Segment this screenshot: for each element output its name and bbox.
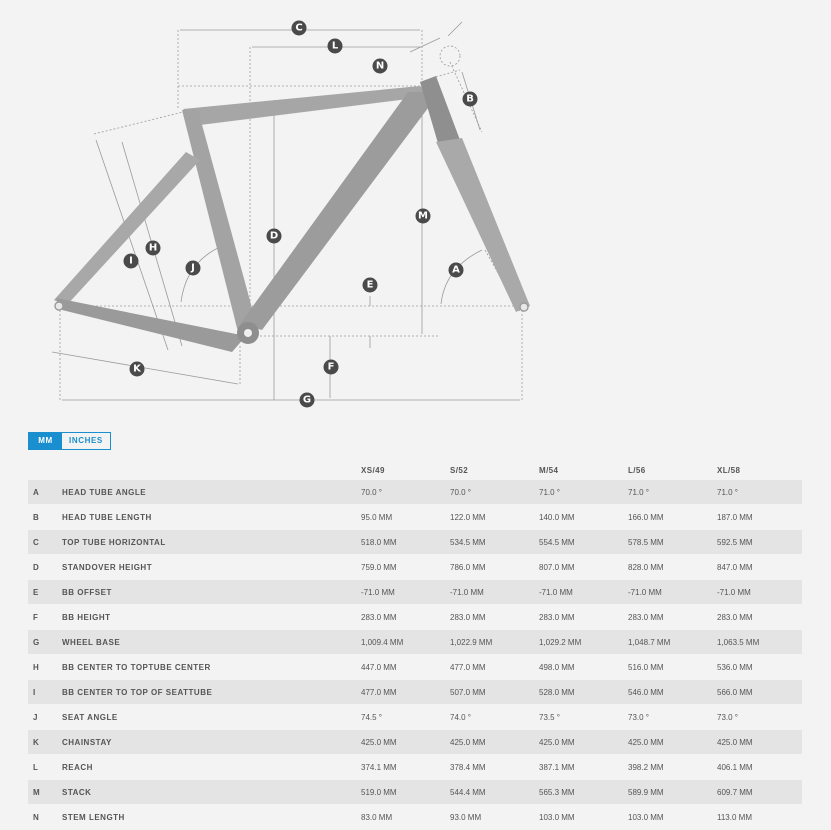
row-value: 70.0 ° [361, 487, 382, 497]
table-row [28, 730, 802, 755]
row-value: 73.0 ° [628, 712, 649, 722]
row-label: REACH [62, 762, 93, 772]
row-label: BB HEIGHT [62, 612, 111, 622]
row-value: -71.0 MM [717, 587, 751, 597]
row-value: 592.5 MM [717, 537, 753, 547]
row-value: 565.3 MM [539, 787, 575, 797]
row-value: 828.0 MM [628, 562, 664, 572]
markers [124, 21, 478, 408]
row-letter: B [33, 512, 39, 522]
row-value: 477.0 MM [450, 662, 486, 672]
row-label: STANDOVER HEIGHT [62, 562, 153, 572]
marker-b [463, 92, 478, 107]
table-row [28, 530, 802, 555]
row-value: 283.0 MM [450, 612, 486, 622]
row-letter: I [33, 687, 36, 697]
row-value: 759.0 MM [361, 562, 397, 572]
dimension-guides [52, 22, 522, 402]
row-value: 378.4 MM [450, 762, 486, 772]
row-letter: G [33, 637, 40, 647]
row-value: 406.1 MM [717, 762, 753, 772]
column-header: XL/58 [717, 465, 741, 475]
column-header: L/56 [628, 465, 646, 475]
column-header: XS/49 [361, 465, 385, 475]
table-row [28, 780, 802, 805]
row-value: 536.0 MM [717, 662, 753, 672]
row-label: HEAD TUBE ANGLE [62, 487, 147, 497]
header-blank [28, 460, 62, 480]
svg-text:N: N [375, 60, 385, 72]
svg-text:H: H [148, 242, 158, 254]
row-value: 447.0 MM [361, 662, 397, 672]
row-letter: M [33, 787, 40, 797]
row-value: 187.0 MM [717, 512, 753, 522]
svg-text:I: I [129, 255, 133, 267]
svg-text:J: J [191, 262, 195, 274]
row-value: 807.0 MM [539, 562, 575, 572]
row-label: SEAT ANGLE [62, 712, 118, 722]
table-row [28, 705, 802, 730]
row-value: 519.0 MM [361, 787, 397, 797]
row-value: 425.0 MM [628, 737, 664, 747]
row-label: BB CENTER TO TOPTUBE CENTER [62, 662, 211, 672]
column-header: M/54 [539, 465, 559, 475]
svg-text:A: A [452, 264, 460, 276]
header-blank [62, 460, 361, 480]
svg-text:B: B [466, 93, 474, 105]
row-value: 1,022.9 MM [450, 637, 493, 647]
marker-e [363, 278, 378, 293]
row-label: WHEEL BASE [62, 637, 121, 647]
table-row [28, 755, 802, 780]
row-label: TOP TUBE HORIZONTAL [62, 537, 166, 547]
marker-i [124, 254, 139, 269]
row-value: 398.2 MM [628, 762, 664, 772]
row-value: 74.5 ° [361, 712, 382, 722]
row-value: 283.0 MM [717, 612, 753, 622]
row-value: 786.0 MM [450, 562, 486, 572]
bike-frame [54, 76, 530, 352]
svg-text:D: D [269, 230, 279, 242]
table-header-row [28, 460, 802, 480]
marker-f [324, 360, 339, 375]
row-value: 103.0 MM [539, 812, 575, 822]
unit-toggle [28, 432, 111, 450]
row-value: 554.5 MM [539, 537, 575, 547]
row-value: 95.0 MM [361, 512, 393, 522]
row-value: -71.0 MM [450, 587, 484, 597]
row-value: 283.0 MM [628, 612, 664, 622]
row-value: 534.5 MM [450, 537, 486, 547]
row-value: -71.0 MM [628, 587, 662, 597]
row-letter: H [33, 662, 39, 672]
row-letter: F [33, 612, 38, 622]
marker-g [300, 393, 315, 408]
row-value: 1,063.5 MM [717, 637, 760, 647]
marker-a [449, 263, 464, 278]
row-value: 589.9 MM [628, 787, 664, 797]
row-value: 73.5 ° [539, 712, 560, 722]
table-row [28, 580, 802, 605]
row-value: 71.0 ° [628, 487, 649, 497]
table-row [28, 505, 802, 530]
marker-c [292, 21, 307, 36]
row-value: 71.0 ° [717, 487, 738, 497]
marker-d [267, 229, 282, 244]
table-row [28, 605, 802, 630]
table-row [28, 805, 802, 830]
table-row [28, 480, 802, 505]
row-letter: K [33, 737, 39, 747]
row-letter: E [33, 587, 39, 597]
marker-m [416, 209, 431, 224]
geometry-table [28, 460, 802, 830]
row-letter: J [33, 712, 38, 722]
marker-l [328, 39, 343, 54]
row-value: 528.0 MM [539, 687, 575, 697]
svg-text:M: M [418, 210, 428, 222]
row-value: 93.0 MM [450, 812, 482, 822]
row-value: 425.0 MM [717, 737, 753, 747]
svg-text:E: E [366, 279, 374, 291]
row-label: CHAINSTAY [62, 737, 112, 747]
table-row [28, 655, 802, 680]
row-value: 498.0 MM [539, 662, 575, 672]
marker-k [130, 362, 145, 377]
marker-j [186, 261, 201, 276]
row-label: STACK [62, 787, 92, 797]
row-value: 1,009.4 MM [361, 637, 404, 647]
row-letter: N [33, 812, 39, 822]
row-label: BB OFFSET [62, 587, 112, 597]
row-value: 566.0 MM [717, 687, 753, 697]
row-value: 166.0 MM [628, 512, 664, 522]
marker-h [146, 241, 161, 256]
row-value: -71.0 MM [361, 587, 395, 597]
row-value: 113.0 MM [717, 812, 752, 822]
row-value: 507.0 MM [450, 687, 486, 697]
row-value: 71.0 ° [539, 487, 560, 497]
svg-text:F: F [327, 361, 335, 373]
row-value: 83.0 MM [361, 812, 393, 822]
svg-text:G: G [302, 394, 312, 406]
unit-mm-button[interactable]: MM [29, 433, 62, 449]
row-letter: A [33, 487, 39, 497]
row-value: 544.4 MM [450, 787, 486, 797]
svg-text:K: K [133, 363, 141, 375]
marker-n [373, 59, 388, 74]
row-value: 1,048.7 MM [628, 637, 671, 647]
row-value: 518.0 MM [361, 537, 397, 547]
unit-inches-button[interactable]: INCHES [62, 433, 110, 449]
row-value: 74.0 ° [450, 712, 471, 722]
row-value: 387.1 MM [539, 762, 575, 772]
row-label: STEM LENGTH [62, 812, 125, 822]
svg-text:L: L [331, 40, 339, 52]
row-label: HEAD TUBE LENGTH [62, 512, 152, 522]
row-value: 847.0 MM [717, 562, 753, 572]
row-value: 122.0 MM [450, 512, 486, 522]
row-letter: D [33, 562, 39, 572]
table-row [28, 555, 802, 580]
row-value: 425.0 MM [361, 737, 397, 747]
row-value: -71.0 MM [539, 587, 573, 597]
row-value: 103.0 MM [628, 812, 664, 822]
row-label: BB CENTER TO TOP OF SEATTUBE [62, 687, 213, 697]
row-value: 70.0 ° [450, 487, 471, 497]
row-value: 516.0 MM [628, 662, 664, 672]
table-row [28, 680, 802, 705]
row-value: 477.0 MM [361, 687, 397, 697]
row-value: 283.0 MM [361, 612, 397, 622]
row-value: 425.0 MM [450, 737, 486, 747]
row-letter: C [33, 537, 39, 547]
column-header: S/52 [450, 465, 469, 475]
table-row [28, 630, 802, 655]
row-value: 73.0 ° [717, 712, 738, 722]
row-letter: L [33, 762, 38, 772]
row-value: 578.5 MM [628, 537, 664, 547]
row-value: 425.0 MM [539, 737, 575, 747]
row-value: 1,029.2 MM [539, 637, 582, 647]
row-value: 374.1 MM [361, 762, 397, 772]
row-value: 283.0 MM [539, 612, 575, 622]
row-value: 609.7 MM [717, 787, 753, 797]
svg-text:C: C [295, 22, 303, 34]
row-value: 140.0 MM [539, 512, 575, 522]
row-value: 546.0 MM [628, 687, 664, 697]
